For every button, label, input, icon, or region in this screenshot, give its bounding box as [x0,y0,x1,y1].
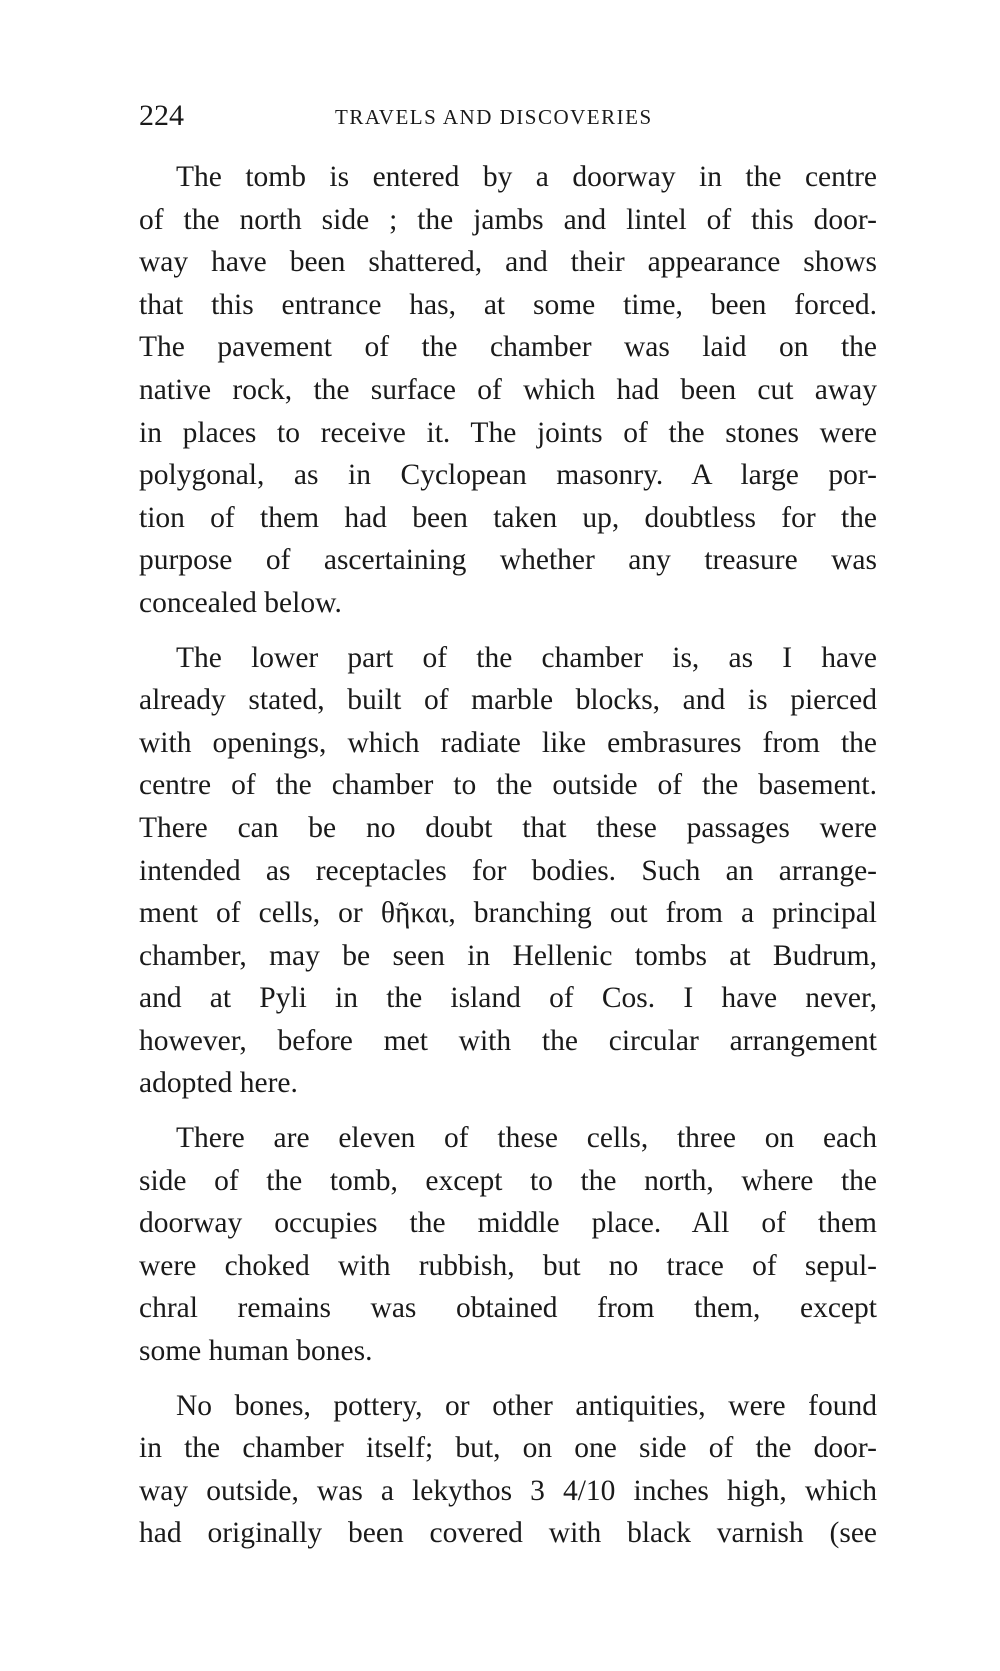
text-line: polygonal, as in Cyclopean masonry. A large por- [139,459,877,492]
text-line: ment of cells, or θῆκαι, branching out from a principal [139,897,877,930]
text-line: in the chamber itself; but, on one side of the door- [139,1432,877,1465]
body-text [139,156,877,1567]
text-line: that this entrance has, at some time, been forced. [139,288,877,321]
text-line: concealed below. [139,586,342,619]
text-line: centre of the chamber to the outside of the basement. [139,769,877,802]
paragraph [139,156,877,625]
paragraph [139,1117,877,1373]
text-line: had originally been covered with black varnish (see [139,1517,877,1550]
text-line: The pavement of the chamber was laid on the [139,331,877,364]
text-line: already stated, built of marble blocks, and is pierced [139,684,877,717]
text-line: some human bones. [139,1335,373,1368]
paragraph [139,637,877,1106]
text-line: of the north side ; the jambs and lintel of this door- [139,203,877,236]
page-header [139,96,859,136]
text-line: doorway occupies the middle place. All of them [139,1207,877,1240]
text-line: There can be no doubt that these passages were [139,811,877,844]
paragraph [139,1385,877,1555]
text-line: The lower part of the chamber is, as I have [176,641,877,674]
text-line: in places to receive it. The joints of the stones were [139,416,877,449]
text-line: The tomb is entered by a doorway in the centre [176,161,877,193]
text-line: chral remains was obtained from them, except [139,1292,877,1325]
text-line: intended as receptacles for bodies. Such an arrange- [139,854,877,887]
text-line: side of the tomb, except to the north, where the [139,1164,877,1197]
text-line: and at Pyli in the island of Cos. I have never, [139,982,877,1015]
text-line: adopted here. [139,1067,298,1100]
text-line: with openings, which radiate like embrasures from the [139,726,877,759]
text-line: No bones, pottery, or other antiquities, were found [176,1389,877,1422]
running-head: TRAVELS AND DISCOVERIES [335,105,653,129]
text-line: way outside, was a lekythos 3 4/10 inches high, which [139,1474,877,1507]
text-line: way have been shattered, and their appearance shows [139,246,877,279]
text-line: chamber, may be seen in Hellenic tombs at Budrum, [139,939,877,972]
text-line: tion of them had been taken up, doubtless for the [139,501,877,534]
text-line: were choked with rubbish, but no trace of sepul- [139,1249,877,1282]
page-number: 224 [139,99,184,132]
text-line: purpose of ascertaining whether any treasure was [139,544,877,577]
text-line: however, before met with the circular arrangement [139,1024,877,1057]
text-line: native rock, the surface of which had been cut away [139,373,877,406]
text-line: There are eleven of these cells, three on each [176,1122,877,1155]
